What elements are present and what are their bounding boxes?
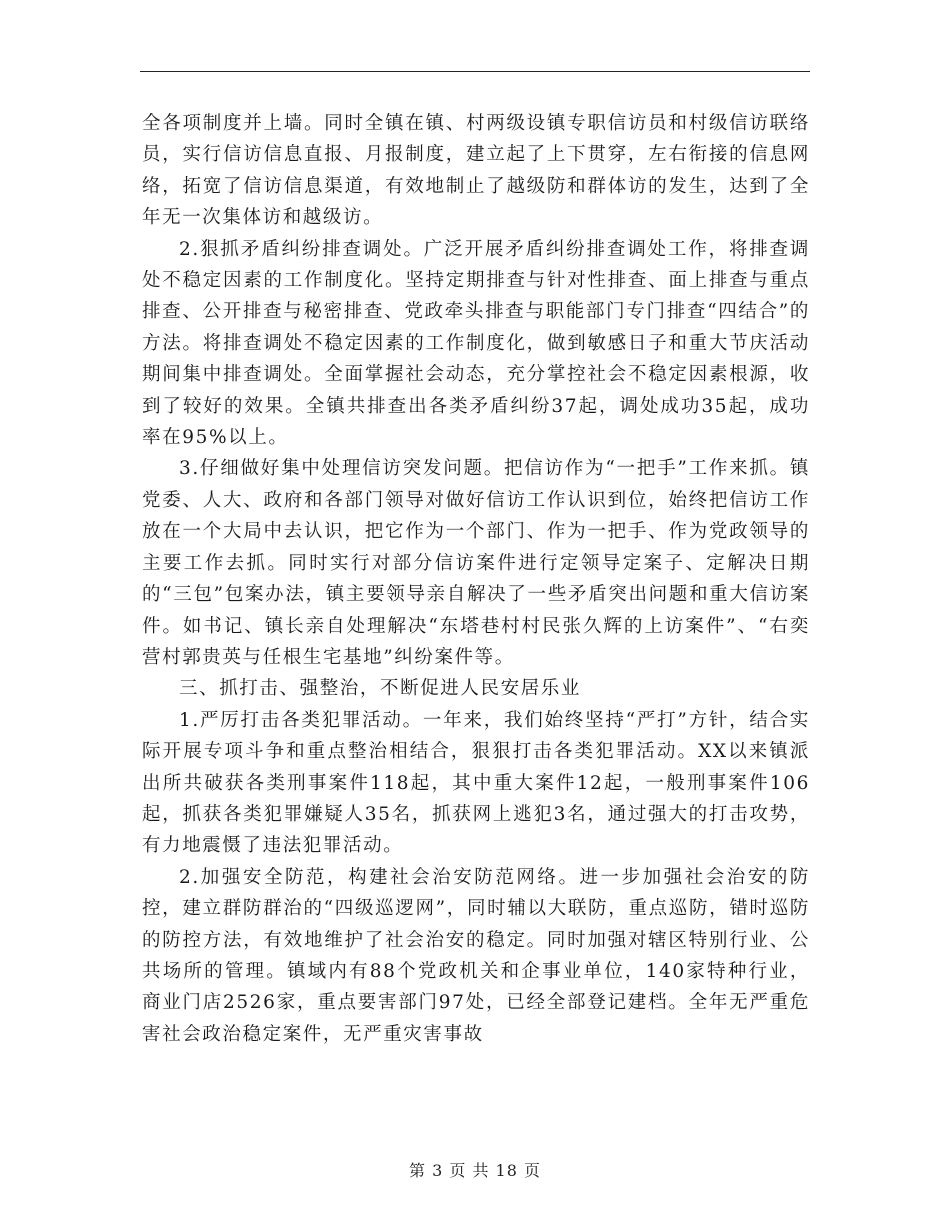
paragraph-6: 2.加强安全防范，构建社会治安防范网络。进一步加强社会治安的防控，建立群防群治的“四级巡逻网”，同时辅以大联防，重点巡防，错时巡防的防控方法，有效地维护了社会治安的稳定。同时加强对辖区特别行业、公共场所的管理。镇域内有88个党政机关和企事业单位，140家特种行业，商业门店2526家，重点要害部门97处，已经全部登记建档。全年无严重危害社会政治稳定案件，无严重灾害事故	[142, 866, 810, 1045]
section-heading: 三、抓打击、强整治，不断促进人民安居乐业	[179, 678, 582, 700]
footer-middle: 页 共	[449, 1161, 490, 1180]
header-rule	[140, 71, 810, 72]
footer-suffix: 页	[524, 1161, 542, 1180]
total-pages-number: 18	[495, 1161, 518, 1180]
footer-prefix: 第	[408, 1161, 426, 1180]
paragraph-3: 3.仔细做好集中处理信访突发问题。把信访作为“一把手”工作来抓。镇党委、人大、政府和各部门领导对做好信访工作认识到位，始终把信访工作放在一个大局中去认识，把它作为一个部门、作为一把手、作为党政领导的主要工作去抓。同时实行对部分信访案件进行定领导定案子、定解决日期的“三包”包案办法，镇主要领导亲自解决了一些矛盾突出问题和重大信访案件。如书记、镇长亲自处理解决“东塔巷村村民张久辉的上访案件”、“右奕营村郭贵英与任根生宅基地”纠纷案件等。	[142, 458, 810, 668]
current-page-number: 3	[432, 1161, 444, 1180]
paragraph-1: 全各项制度并上墙。同时全镇在镇、村两级设镇专职信访员和村级信访联络员，实行信访信息直报、月报制度，建立起了上下贯穿，左右衔接的信息网络，拓宽了信访信息渠道，有效地制止了越级防和群体访的发生，达到了全年无一次集体访和越级访。	[142, 113, 810, 229]
paragraph-2: 2.狠抓矛盾纠纷排查调处。广泛开展矛盾纠纷排查调处工作，将排查调处不稳定因素的工作制度化。坚持定期排查与针对性排查、面上排查与重点排查、公开排查与秘密排查、党政牵头排查与职能部门专门排查“四结合”的方法。将排查调处不稳定因素的工作制度化，做到敏感日子和重大节庆活动期间集中排查调处。全面掌握社会动态，充分掌控社会不稳定因素根源，收到了较好的效果。全镇共排查出各类矛盾纠纷37起，调处成功35起，成功率在95%以上。	[142, 238, 810, 449]
paragraph-5: 1.严厉打击各类犯罪活动。一年来，我们始终坚持“严打”方针，结合实际开展专项斗争和重点整治相结合，狠狠打击各类犯罪活动。XX以来镇派出所共破获各类刑事案件118起，其中重大案件12起，一般刑事案件106起，抓获各类犯罪嫌疑人35名，抓获网上逃犯3名，通过强大的打击攻势，有力地震慑了违法犯罪活动。	[142, 709, 810, 857]
page-footer	[0, 1158, 950, 1181]
document-body	[142, 108, 810, 1050]
